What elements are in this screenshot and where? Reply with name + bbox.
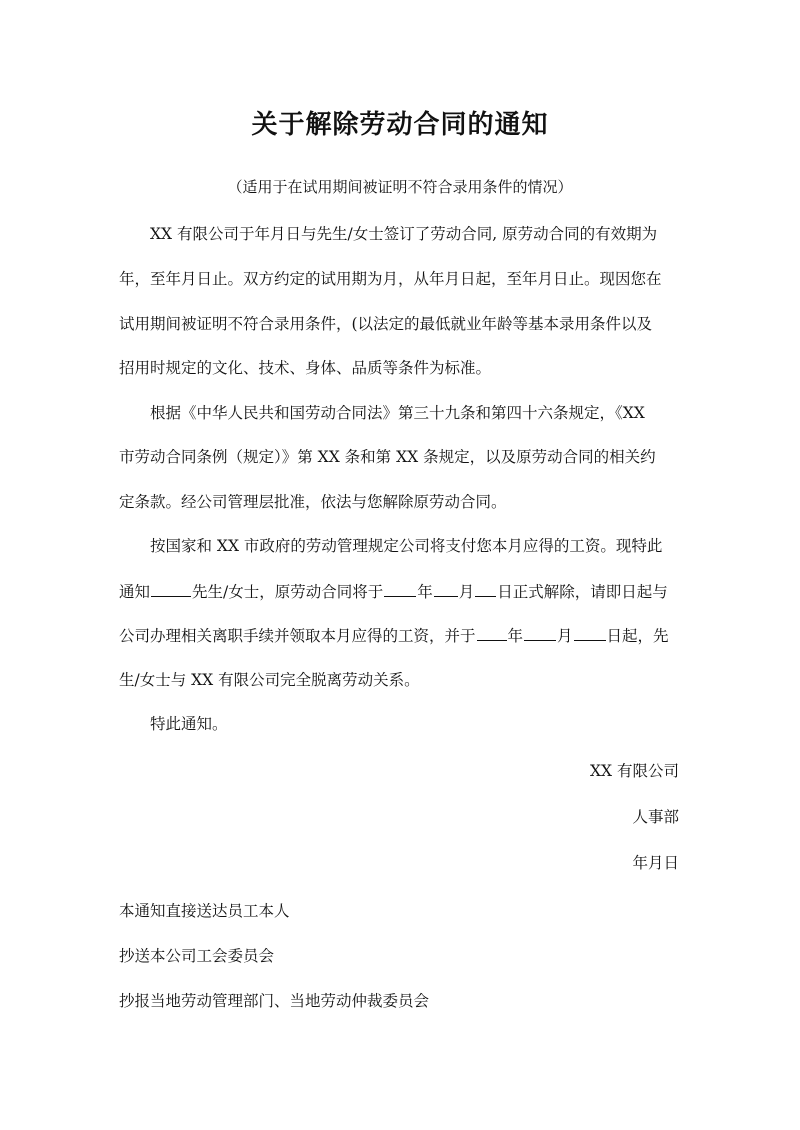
footer-cc: 抄送本公司工会委员会 [119, 947, 275, 965]
paragraph3-line3 [119, 624, 669, 647]
month-blank [434, 580, 458, 597]
paragraph1-line3: 试用期间被证明不符合录用条件，(以法定的最低就业年龄等基本录用条件以及 [119, 315, 653, 333]
paragraph2-line1: 根据《中华人民共和国劳动合同法》第三十九条和第四十六条规定，《XX [150, 404, 645, 422]
paragraph3-line4: 生/女士与 XX 有限公司完全脱离劳动关系。 [119, 671, 420, 689]
closing-text: 特此通知。 [150, 715, 228, 733]
document-subtitle: （适用于在试用期间被证明不符合录用条件的情况） [227, 178, 573, 196]
paragraph1-line2: 年，至年月日止。双方约定的试用期为月，从年月日起，至年月日止。现因您在 [119, 270, 662, 288]
paragraph1-line1: XX 有限公司于年月日与先生/女士签订了劳动合同, 原劳动合同的有效期为 [150, 225, 658, 243]
year-blank [384, 580, 416, 597]
day-blank [475, 580, 496, 597]
paragraph3-line2 [119, 580, 668, 603]
footer-report: 抄报当地劳动管理部门、当地劳动仲裁委员会 [119, 992, 430, 1010]
paragraph3-line2-c: 年 [417, 583, 433, 601]
paragraph3-line2-d: 月 [458, 583, 475, 601]
year-blank-2 [477, 624, 507, 641]
signature-date: 年月日 [632, 854, 679, 872]
paragraph3-line3-d: 日起，先 [606, 627, 669, 645]
paragraph2-line3: 定条款。经公司管理层批准，依法与您解除原劳动合同。 [119, 493, 507, 511]
paragraph3-line3-a: 公司办理相关离职手续并领取本月应得的工资，并于 [119, 627, 476, 645]
signature-department: 人事部 [632, 808, 679, 826]
paragraph3-line2-a: 通知 [119, 583, 151, 601]
paragraph3-line3-c: 月 [557, 627, 573, 645]
name-blank [151, 580, 191, 597]
day-blank-2 [574, 624, 606, 641]
document-title: 关于解除劳动合同的通知 [251, 110, 549, 140]
footer-delivery: 本通知直接送达员工本人 [119, 902, 290, 920]
month-blank-2 [524, 624, 556, 641]
paragraph3-line1: 按国家和 XX 市政府的劳动管理规定公司将支付您本月应得的工资。现特此 [150, 537, 663, 555]
signature-company: XX 有限公司 [590, 762, 679, 780]
paragraph3-line3-b: 年 [507, 627, 524, 645]
paragraph2-line2: 市劳动合同条例（规定）》第 XX 条和第 XX 条规定，以及原劳动合同的相关约 [119, 448, 656, 466]
paragraph1-line4: 招用时规定的文化、技术、身体、品质等条件为标准。 [119, 359, 492, 377]
paragraph3-line2-e: 日正式解除，请即日起与 [497, 583, 668, 601]
paragraph3-line2-b: 先生/女士，原劳动合同将于 [192, 583, 384, 601]
